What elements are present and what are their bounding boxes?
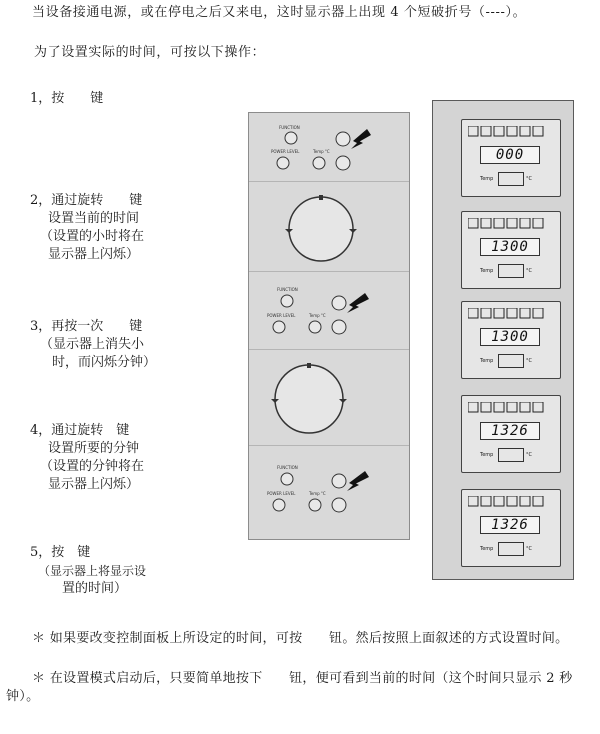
- step-5: [30, 544, 146, 598]
- step-text: 置的时间）: [62, 581, 128, 596]
- temp-label: Temp °C: [313, 149, 330, 154]
- step-text: （设置的小时将在: [40, 229, 145, 244]
- buttons-illustration: [249, 445, 409, 539]
- step-number: 5，: [30, 545, 52, 560]
- control-panel-buttons-3: [249, 445, 409, 539]
- display-temp-label: Temp: [480, 268, 494, 274]
- display-unit-label: °C: [526, 358, 532, 364]
- display-icon-row: [468, 218, 554, 232]
- display-temp-label: Temp: [480, 358, 494, 364]
- display-panel-1: [461, 119, 561, 197]
- arrow-icon: [347, 293, 365, 313]
- control-panel-buttons-2: [249, 271, 409, 350]
- temp-readout-box: [498, 448, 524, 462]
- display-digits: 000: [480, 146, 540, 164]
- intro-paragraph-1: 当设备接通电源，或在停电之后又来电，这时显示器上出现 4 个短破折号（----）。: [32, 5, 527, 20]
- function-label: FUNCTION: [277, 287, 298, 292]
- step-text: 再按一次 键: [51, 319, 143, 334]
- buttons-illustration: [249, 271, 409, 349]
- step-text: （显示器上消失小: [40, 337, 145, 352]
- arrow-icon: [353, 471, 369, 485]
- temp-button: [309, 321, 321, 333]
- temp-readout-box: [498, 542, 524, 556]
- power-level-label: POWER LEVEL: [271, 149, 300, 154]
- power-level-label: POWER LEVEL: [267, 313, 296, 318]
- display-icon-row: [468, 308, 554, 322]
- temp-button: [309, 499, 321, 511]
- temp-label: Temp °C: [309, 313, 326, 318]
- display-panel-4: [461, 395, 561, 473]
- display-temp-label: Temp: [480, 546, 494, 552]
- step-text: 设置所要的分钟: [48, 441, 140, 456]
- clock-button: [332, 474, 346, 488]
- step-2: [30, 192, 144, 264]
- knob-marker: [307, 363, 311, 368]
- step-text: 显示器上闪烁）: [48, 247, 140, 262]
- step-text: 显示器上闪烁）: [48, 477, 140, 492]
- power-level-button: [277, 157, 289, 169]
- clock-button: [336, 132, 350, 146]
- display-illustrations: [432, 100, 574, 580]
- rotary-knob: [289, 197, 353, 261]
- buttons-illustration: [249, 113, 409, 181]
- display-digits: 1326: [480, 516, 540, 534]
- display-unit-label: °C: [526, 452, 532, 458]
- display-icon-row: [468, 402, 554, 416]
- knob-marker: [319, 195, 323, 200]
- temp-label: Temp °C: [309, 491, 326, 496]
- arrow-icon: [347, 471, 365, 491]
- display-panel-5: [461, 489, 561, 567]
- arrow-icon: [351, 129, 367, 149]
- display-digits: 1326: [480, 422, 540, 440]
- step-text: 时，而闪烁分钟）: [52, 355, 157, 370]
- clock-button: [332, 296, 346, 310]
- temp-readout-box: [498, 354, 524, 368]
- display-temp-label: Temp: [480, 176, 494, 182]
- arrow-icon: [353, 293, 369, 307]
- control-panel-knob-2: [249, 349, 409, 446]
- start-button: [332, 320, 346, 334]
- display-panel-2: [461, 211, 561, 289]
- step-number: 1，: [30, 91, 52, 106]
- display-unit-label: °C: [526, 176, 532, 182]
- footnote-1: ＊ 如果要改变控制面板上所设定的时间，可按 钮。然后按照上面叙述的方式设置时间。: [32, 631, 569, 646]
- step-text: 通过旋转 键: [51, 423, 130, 438]
- control-panel-illustrations: [248, 112, 410, 540]
- start-button: [336, 156, 350, 170]
- control-panel-knob-1: [249, 181, 409, 272]
- display-digits: 1300: [480, 328, 540, 346]
- display-unit-label: °C: [526, 546, 532, 552]
- temp-readout-box: [498, 172, 524, 186]
- power-level-button: [273, 499, 285, 511]
- function-button: [285, 132, 297, 144]
- step-text: （设置的分钟将在: [40, 459, 145, 474]
- step-text: 通过旋转 键: [51, 193, 143, 208]
- temp-readout-box: [498, 264, 524, 278]
- step-1: [30, 90, 103, 108]
- rotary-knob: [275, 365, 343, 433]
- step-text: 按 键: [51, 91, 104, 106]
- function-label: FUNCTION: [277, 465, 298, 470]
- display-temp-label: Temp: [480, 452, 494, 458]
- display-unit-label: °C: [526, 268, 532, 274]
- step-4: [30, 422, 144, 494]
- step-number: 2，: [30, 193, 52, 208]
- step-number: 3，: [30, 319, 52, 334]
- control-panel-buttons-1: [249, 113, 409, 182]
- knob-illustration: [249, 181, 409, 271]
- function-button: [281, 473, 293, 485]
- display-icon-row: [468, 496, 554, 510]
- step-text: 设置当前的时间: [48, 211, 140, 226]
- step-text: （显示器上将显示设: [38, 564, 147, 578]
- power-level-button: [273, 321, 285, 333]
- step-3: [30, 318, 156, 372]
- start-button: [332, 498, 346, 512]
- step-number: 4，: [30, 423, 52, 438]
- function-label: FUNCTION: [279, 125, 300, 130]
- footnote-2: ＊ 在设置模式启动后，只要简单地按下 钮，便可看到当前的时间（这个时间只显示 2 秒钟）。: [6, 671, 573, 704]
- display-panel-3: [461, 301, 561, 379]
- knob-illustration: [249, 349, 409, 445]
- step-text: 按 键: [51, 545, 91, 560]
- intro-paragraph-2: 为了设置实际的时间，可按以下操作：: [34, 45, 266, 60]
- function-button: [281, 295, 293, 307]
- temp-button: [313, 157, 325, 169]
- display-digits: 1300: [480, 238, 540, 256]
- power-level-label: POWER LEVEL: [267, 491, 296, 496]
- display-icon-row: [468, 126, 554, 140]
